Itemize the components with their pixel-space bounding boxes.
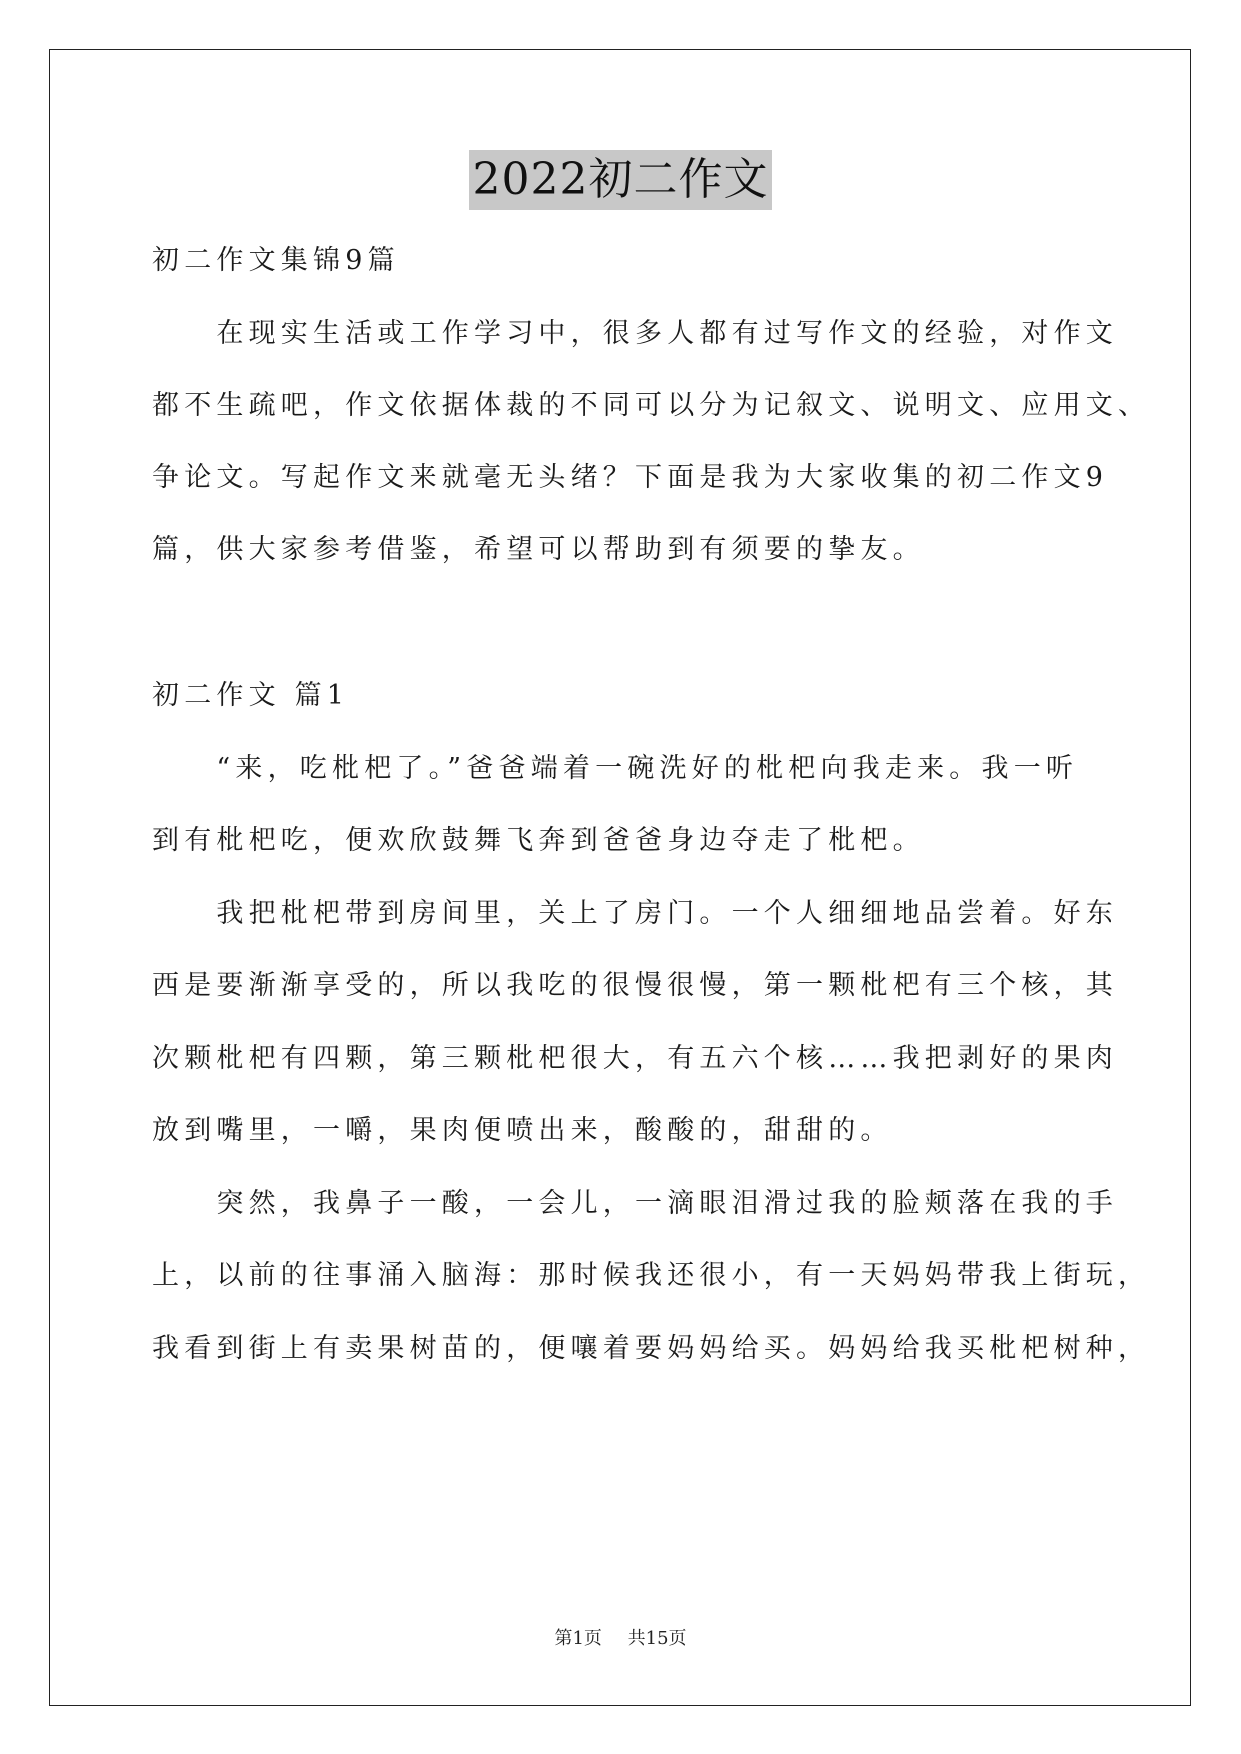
document-title: 2022初二作文 — [469, 150, 773, 210]
paragraph-line: 到有枇杷吃，便欢欣鼓舞飞奔到爸爸身边夺走了枇杷。 — [152, 825, 925, 856]
paragraph-line: 西是要渐渐享受的，所以我吃的很慢很慢，第一颗枇杷有三个核，其 — [152, 970, 1118, 1001]
paragraph-line: 突然，我鼻子一酸，一会儿，一滴眼泪滑过我的脸颊落在我的手 — [152, 1188, 1118, 1219]
paragraph-line: 上，以前的往事涌入脑海：那时候我还很小，有一天妈妈带我上街玩， — [152, 1260, 1151, 1291]
paragraph-line: 我看到街上有卖果树苗的，便嚷着要妈妈给买。妈妈给我买枇杷树种， — [152, 1333, 1151, 1364]
page-footer — [0, 1624, 1241, 1650]
paragraph-line: 放到嘴里，一嚼，果肉便喷出来，酸酸的，甜甜的。 — [152, 1115, 893, 1146]
paragraph-line: 次颗枇杷有四颗，第三颗枇杷很大，有五六个核……我把剥好的果肉 — [152, 1043, 1118, 1074]
page-total: 共15页 — [627, 1628, 687, 1649]
page-number: 第1页 — [554, 1628, 602, 1649]
page-border — [49, 49, 1191, 1706]
paragraph-line: 篇，供大家参考借鉴，希望可以帮助到有须要的挚友。 — [152, 534, 925, 565]
paragraph-line: 都不生疏吧，作文依据体裁的不同可以分为记叙文、说明文、应用文、 — [152, 390, 1151, 421]
paragraph-line: 争论文。写起作文来就毫无头绪？下面是我为大家收集的初二作文9 — [152, 462, 1109, 493]
paragraph-line: 在现实生活或工作学习中，很多人都有过写作文的经验，对作文 — [152, 318, 1118, 349]
section-heading: 初二作文 篇1 — [152, 680, 350, 711]
title-wrap — [0, 150, 1241, 210]
paragraph-line: 我把枇杷带到房间里，关上了房门。一个人细细地品尝着。好东 — [152, 898, 1118, 929]
subtitle: 初二作文集锦9篇 — [152, 245, 400, 276]
paragraph-line: “来，吃枇杷了。”爸爸端着一碗洗好的枇杷向我走来。我一听 — [152, 753, 1079, 784]
